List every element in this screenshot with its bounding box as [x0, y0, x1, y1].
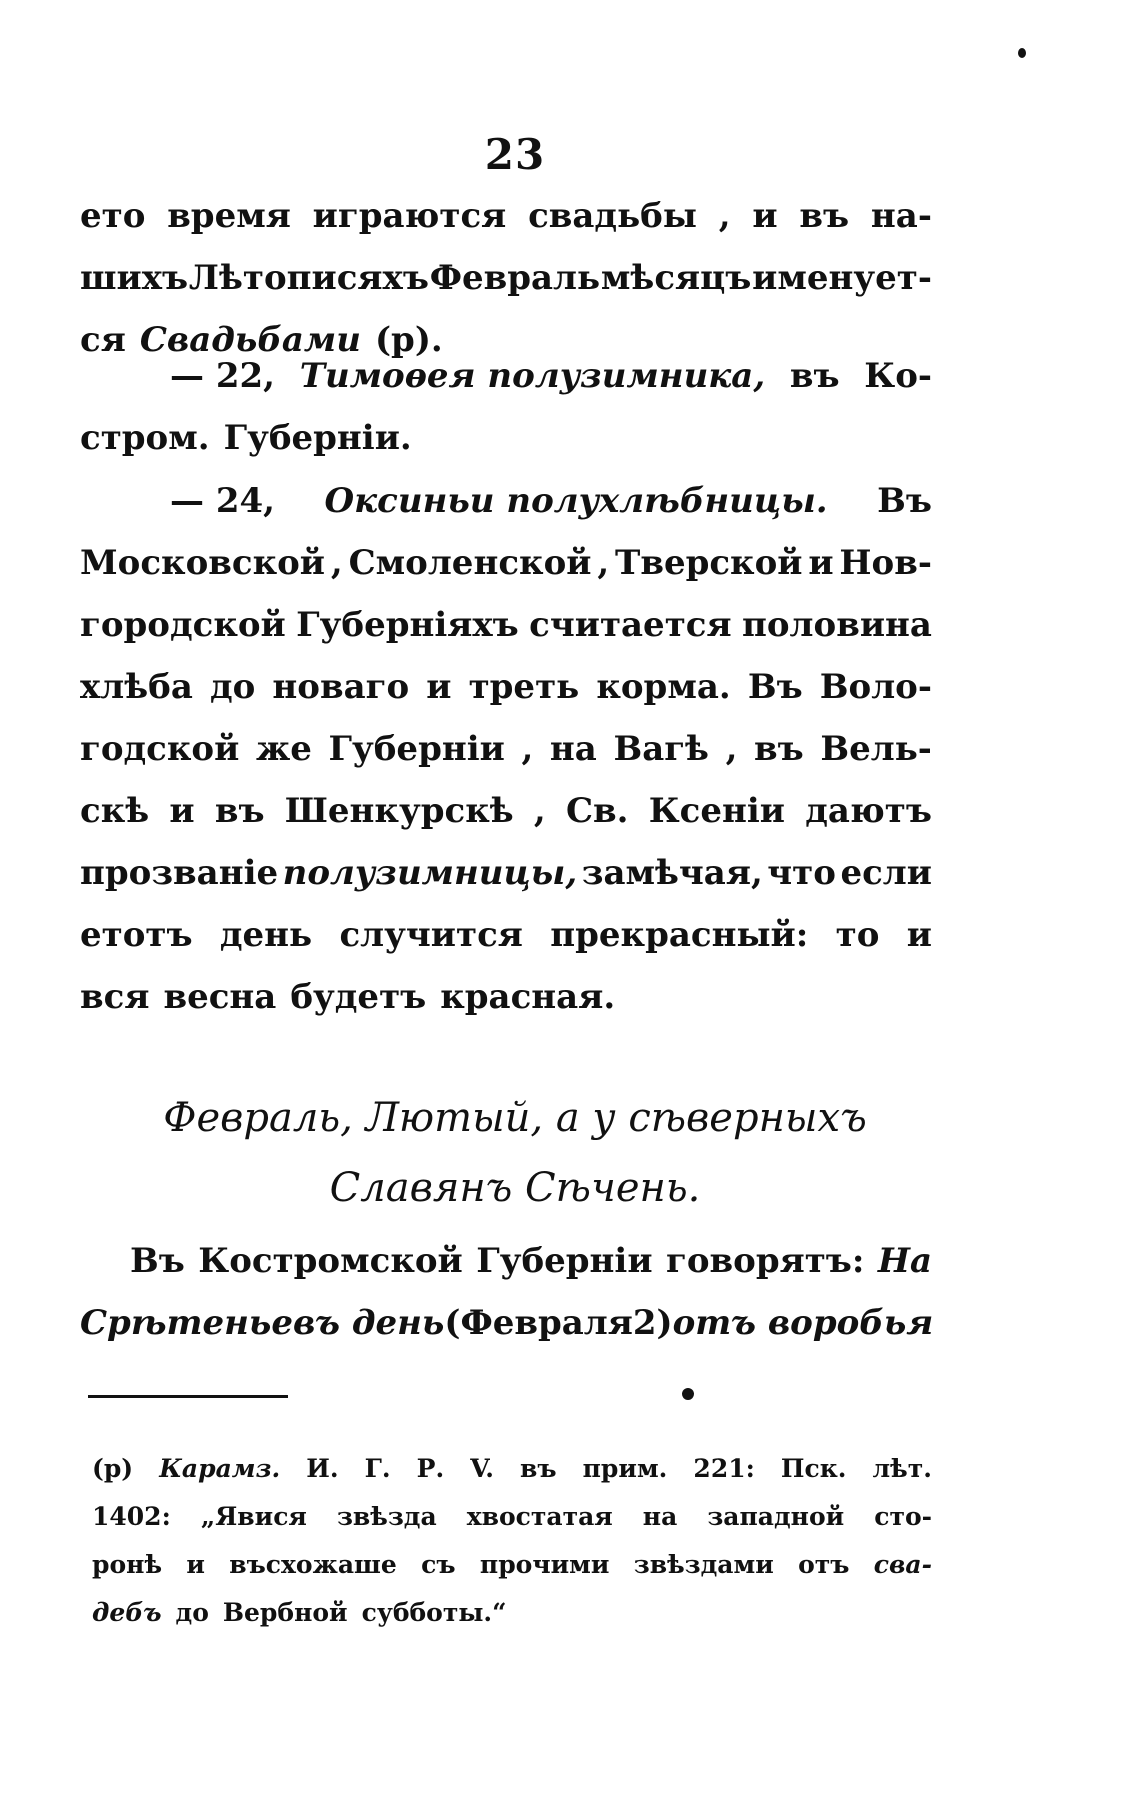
word: хлѣба — [80, 667, 193, 707]
word: Тимоѳея полузимника, — [299, 356, 766, 396]
word: замѣчая, — [581, 853, 763, 893]
word: и — [186, 1550, 205, 1579]
word: стром. — [80, 418, 210, 458]
word: сва- — [873, 1550, 932, 1579]
word: , — [718, 196, 731, 236]
word: прочими — [479, 1550, 610, 1579]
word: Февраль — [429, 258, 601, 298]
text-line — [92, 1445, 932, 1493]
word: Тверской — [615, 543, 803, 583]
word: Вель- — [820, 729, 932, 769]
word: случится — [339, 915, 523, 955]
ink-speck — [682, 1388, 694, 1400]
word: до — [175, 1598, 209, 1627]
word: и — [808, 543, 834, 583]
text-line — [80, 345, 932, 407]
word: годской — [80, 729, 240, 769]
word: на — [549, 729, 597, 769]
footnote — [92, 1445, 932, 1637]
word: V. — [470, 1454, 494, 1483]
word: субботы.“ — [361, 1598, 507, 1627]
word: время — [167, 196, 291, 236]
word: и — [169, 791, 195, 831]
word: Губерніи. — [223, 418, 412, 458]
word: полузимницы, — [282, 853, 578, 893]
word: даютъ — [805, 791, 932, 831]
text-line — [92, 1589, 932, 1637]
word: половина — [741, 605, 932, 645]
text-line — [80, 718, 932, 780]
word: въсхожаше — [229, 1550, 397, 1579]
word: ся — [80, 320, 126, 360]
word: скѣ — [80, 791, 150, 831]
word: Свадьбами — [139, 320, 361, 360]
word: красная. — [440, 977, 616, 1017]
text-line — [80, 185, 932, 247]
word: , — [597, 543, 610, 583]
word: именует- — [752, 258, 932, 298]
text-line — [80, 594, 932, 656]
word: ронѣ — [92, 1550, 163, 1579]
ink-speck — [1018, 48, 1026, 58]
word: Вербной — [222, 1598, 348, 1627]
text-line — [80, 1230, 932, 1292]
word: Карамз. — [159, 1454, 281, 1483]
word: въ — [214, 791, 265, 831]
word: Воло- — [819, 667, 932, 707]
word: Въ — [747, 667, 803, 707]
word: , — [330, 543, 343, 583]
text-line — [92, 1541, 932, 1589]
word: и — [752, 196, 778, 236]
text-line — [80, 247, 932, 309]
text-line — [92, 1493, 932, 1541]
word: весна — [163, 977, 277, 1017]
word: вся — [80, 977, 150, 1017]
text-line — [80, 966, 932, 1028]
word: въ — [799, 196, 850, 236]
word: Смоленской — [348, 543, 592, 583]
word: на — [642, 1502, 678, 1531]
word: Московской — [80, 543, 326, 583]
word: На — [877, 1241, 932, 1281]
word: , — [533, 791, 546, 831]
text-line — [80, 407, 932, 469]
word: Ксеніи — [648, 791, 785, 831]
word: западной — [707, 1502, 845, 1531]
word: же — [255, 729, 312, 769]
word: и — [906, 915, 932, 955]
word: (р). — [374, 320, 443, 360]
word: прозваніе — [80, 853, 279, 893]
word: если — [840, 853, 932, 893]
word: 2) — [632, 1303, 673, 1343]
section-heading-line-1: Февраль, Лютый, а у сѣверныхъ — [163, 1095, 867, 1141]
word: что — [767, 853, 836, 893]
page-number: 23 — [484, 130, 546, 179]
word: прим. — [582, 1454, 668, 1483]
word: отъ — [798, 1550, 850, 1579]
text-line — [80, 842, 932, 904]
word: Ко- — [864, 356, 932, 396]
word: (р) — [92, 1454, 134, 1483]
text-line — [80, 1292, 932, 1354]
word: етотъ — [80, 915, 193, 955]
word: день — [219, 915, 313, 955]
word: „Явися — [200, 1502, 307, 1531]
word: Въ — [877, 481, 932, 521]
word: новаго — [272, 667, 410, 707]
word: — 24, — [170, 481, 275, 521]
text-line — [80, 470, 932, 532]
word: — 22, — [170, 356, 275, 396]
word: Св. — [565, 791, 629, 831]
word: играются — [312, 196, 507, 236]
word: до — [209, 667, 256, 707]
word: Р. — [416, 1454, 445, 1483]
text-line — [80, 780, 932, 842]
word: городской — [80, 605, 286, 645]
paragraph-3 — [80, 470, 932, 1028]
word: Губерніи — [476, 1241, 653, 1281]
word: въ — [754, 729, 804, 769]
footnote-rule — [88, 1395, 288, 1398]
word: Костромской — [198, 1241, 463, 1281]
word: въ — [789, 356, 840, 396]
word: Г. — [364, 1454, 391, 1483]
word: будетъ — [290, 977, 427, 1017]
word: треть — [468, 667, 580, 707]
section-heading-line-2: Славянъ Сѣчень. — [329, 1165, 701, 1211]
text-line — [80, 904, 932, 966]
word: , — [521, 729, 534, 769]
word: въ — [520, 1454, 557, 1483]
word: звѣздами — [633, 1550, 774, 1579]
word: звѣзда — [336, 1502, 437, 1531]
word: И. — [306, 1454, 339, 1483]
word: мѣсяцъ — [600, 258, 752, 298]
word: шихъ — [80, 258, 189, 298]
word: 221: — [693, 1454, 755, 1483]
word: Губерніи — [328, 729, 505, 769]
word: на- — [870, 196, 932, 236]
word: корма. — [596, 667, 731, 707]
word: лѣт. — [872, 1454, 932, 1483]
text-line — [80, 656, 932, 718]
word: хвостатая — [466, 1502, 613, 1531]
word: 1402: — [92, 1502, 171, 1531]
text-line — [80, 532, 932, 594]
paragraph-2 — [80, 345, 932, 469]
word: Губерніяхъ — [296, 605, 519, 645]
word: дебъ — [92, 1598, 162, 1627]
word: , — [725, 729, 738, 769]
word: свадьбы — [528, 196, 697, 236]
word: Срѣтеньевъ день — [80, 1303, 445, 1343]
word: Пск. — [780, 1454, 847, 1483]
word: Оксиньи полухлѣбницы. — [324, 481, 828, 521]
paragraph-4 — [80, 1230, 932, 1354]
word: прекрасный: — [550, 915, 809, 955]
word: съ — [421, 1550, 456, 1579]
word: Шенкурскѣ — [284, 791, 514, 831]
word: и — [426, 667, 452, 707]
word: Лѣтописяхъ — [188, 258, 429, 298]
word: считается — [529, 605, 732, 645]
word: Нов- — [839, 543, 932, 583]
word: то — [835, 915, 880, 955]
word: ето — [80, 196, 146, 236]
word: сто- — [874, 1502, 932, 1531]
word: говорятъ: — [666, 1241, 865, 1281]
word: (Февраля — [444, 1303, 633, 1343]
paragraph-1 — [80, 185, 932, 371]
word: Въ — [130, 1241, 185, 1281]
word: отъ воробья — [672, 1303, 934, 1343]
word: Вагѣ — [613, 729, 709, 769]
